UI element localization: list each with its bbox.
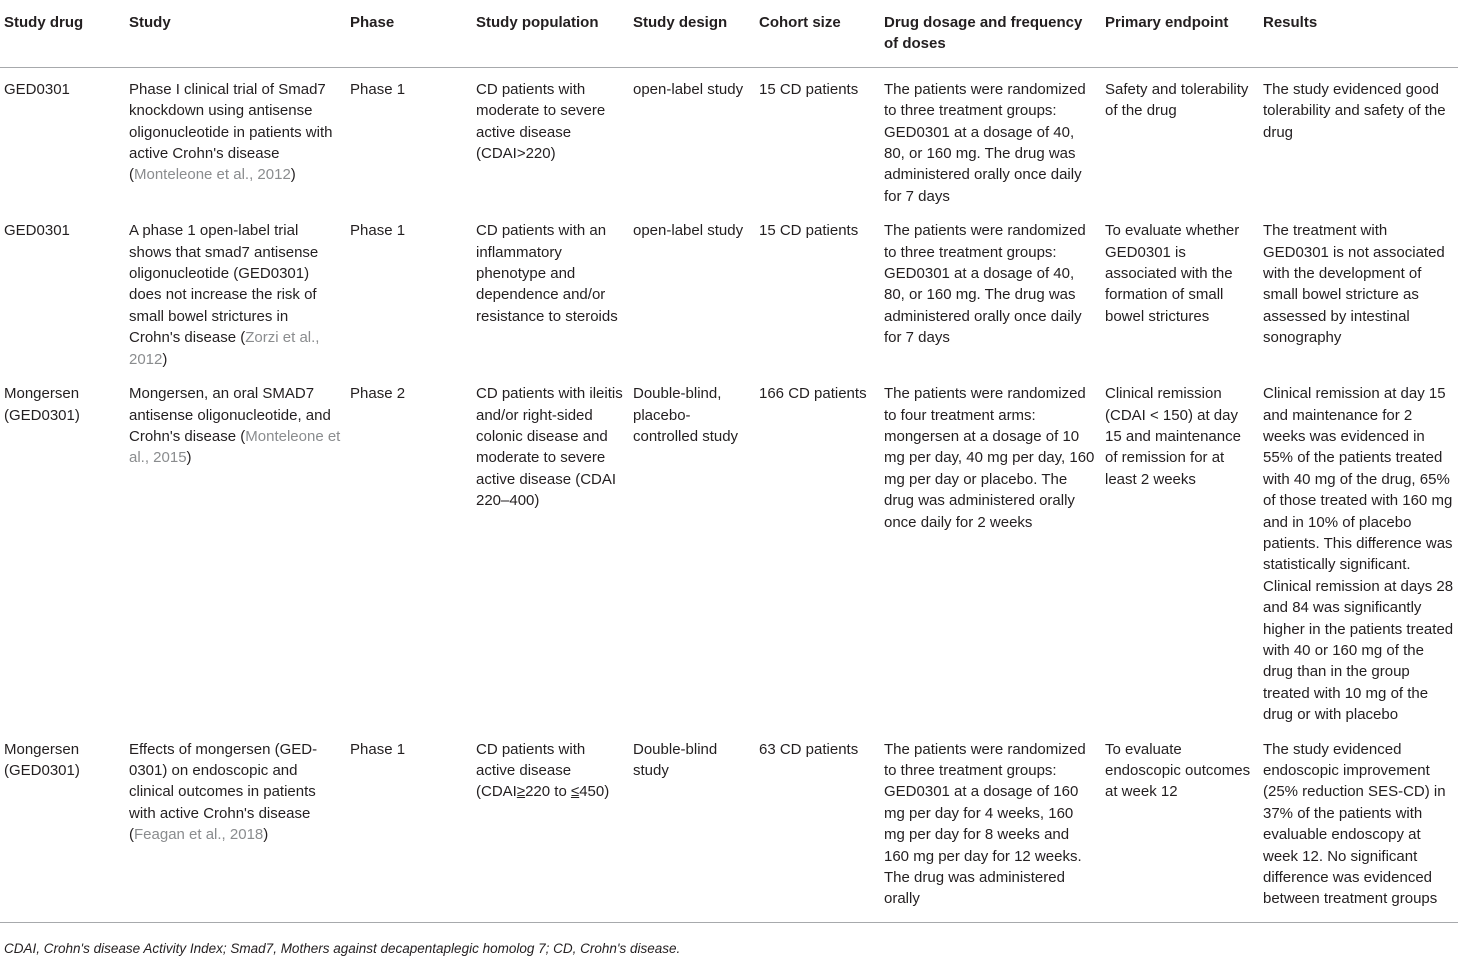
cell-cohort-size: 166 CD patients: [759, 385, 867, 403]
table-header: [0, 0, 1458, 67]
cell-study-population: CD patients with an inflammatory phenotype and dependence and/or resistance to steroids: [476, 222, 618, 325]
cell-results: The treatment with GED0301 is not associated with the development of small bowel stricture as assessed by intestinal sonography: [1263, 222, 1445, 347]
study-title: A phase 1 open-label trial shows that smad7 antisense oligonucleotide (GED0301) does not increase the risk of small bowel strictures in Crohn's disease: [129, 222, 319, 347]
header-study-drug: Study drug: [0, 0, 125, 67]
cell-study-drug: GED0301: [4, 222, 70, 240]
cell-cohort-size: 63 CD patients: [755, 728, 880, 923]
citation-link[interactable]: Zorzi et al., 2012: [129, 329, 320, 368]
cell-results: The study evidenced good tolerability and safety of the drug: [1263, 80, 1446, 141]
header-study-design: Study design: [629, 0, 755, 67]
study-title: Mongersen, an oral SMAD7 antisense oligonucleotide, and Crohn's disease: [129, 385, 331, 445]
cell-primary-endpoint: Safety and tolerability of the drug: [1105, 80, 1249, 120]
table-row: [0, 67, 1458, 209]
study-title: Phase I clinical trial of Smad7 knockdown using antisense oligonucleotide in patients with active Crohn's disease: [129, 80, 333, 163]
cell-primary-endpoint: To evaluate endoscopic outcomes at week 12: [1101, 728, 1259, 923]
cell-study-population: CD patients with ileitis and/or right-sided colonic disease and moderate to severe active disease (CDAI 220–400): [476, 385, 623, 510]
cell-drug-dosage: The patients were randomized to three treatment groups: GED0301 at a dosage of 40, 80, or 160 mg. The drug was administered orally once daily for 7 days: [884, 222, 1086, 347]
cell-study-drug: GED0301: [4, 80, 70, 98]
table-row: [0, 728, 1458, 923]
cell-drug-dosage: The patients were randomized to four treatment arms: mongersen at a dosage of 10 mg per day, 40 mg per day, 160 mg per day or placebo. The drug was administered orally once daily for 2 weeks: [884, 385, 1095, 531]
cell-study-design: Double-blind, placebo-controlled study: [633, 385, 739, 445]
cell-study-design: Double-blind study: [629, 728, 755, 923]
header-cohort-size: Cohort size: [755, 0, 880, 67]
header-study: Study: [125, 0, 346, 67]
table-body: [0, 67, 1458, 922]
cell-cohort-size: 15 CD patients: [759, 80, 859, 98]
header-primary-endpoint: Primary endpoint: [1101, 0, 1259, 67]
table-row: [0, 372, 1458, 728]
population-text: CD patients with active disease (CDAI: [476, 740, 586, 801]
citation-link[interactable]: Monteleone et al., 2015: [129, 427, 341, 467]
cell-cohort-size: 15 CD patients: [759, 222, 859, 240]
cell-study-population: [472, 728, 629, 923]
cell-results: The study evidenced endoscopic improvement (25% reduction SES-CD) in 37% of the patients with evaluable endoscopy at week 12. No significant difference was evidenced between treatment groups: [1259, 728, 1458, 923]
citation-link[interactable]: Monteleone et al., 2012: [134, 166, 291, 184]
header-drug-dosage: Drug dosage and frequency of doses: [880, 0, 1101, 67]
le-symbol: ≤: [570, 783, 580, 801]
cell-study-drug: Mongersen (GED0301): [0, 728, 125, 923]
cell-phase: Phase 1: [350, 222, 406, 240]
table-footnote: CDAI, Crohn's disease Activity Index; Smad7, Mothers against decapentaplegic homolog 7; CD, Crohn's disease.: [4, 941, 681, 956]
cell-primary-endpoint: Clinical remission (CDAI < 150) at day 15 and maintenance of remission for at least 2 weeks: [1105, 385, 1241, 488]
cell-study: Mongersen, an oral SMAD7 antisense oligonucleotide, and Crohn's disease (Monteleone et al., 2015): [129, 385, 341, 467]
header-study-population: Study population: [472, 0, 629, 67]
cell-study-design: open-label study: [633, 80, 744, 98]
cell-phase: Phase 2: [350, 385, 406, 403]
cell-study: Effects of mongersen (GED-0301) on endoscopic and clinical outcomes in patients with active Crohn's disease (Feagan et al., 2018): [125, 728, 346, 923]
citation-link[interactable]: Feagan et al., 2018: [134, 826, 264, 844]
population-text: 220 to: [525, 783, 571, 801]
cell-phase: Phase 1: [350, 80, 406, 98]
header-phase: Phase: [346, 0, 472, 67]
cell-study-population: CD patients with moderate to severe active disease (CDAI>220): [476, 80, 606, 163]
table-row: [0, 209, 1458, 372]
cell-study: A phase 1 open-label trial shows that smad7 antisense oligonucleotide (GED0301) does not increase the risk of small bowel strictures in Crohn's disease (Zorzi et al., 2012): [129, 222, 320, 368]
cell-study-design: open-label study: [633, 222, 744, 240]
cell-study: Phase I clinical trial of Smad7 knockdown using antisense oligonucleotide in patients with active Crohn's disease (Monteleone et al., 2012): [129, 80, 333, 184]
cell-drug-dosage: The patients were randomized to three treatment groups: GED0301 at a dosage of 160 mg per day for 4 weeks, 160 mg per day for 8 weeks and 160 mg per day for 12 weeks. The drug was administered orally: [880, 728, 1101, 923]
ge-symbol: ≥: [516, 783, 526, 801]
cell-primary-endpoint: To evaluate whether GED0301 is associated with the formation of small bowel strictures: [1105, 222, 1240, 325]
header-row: [0, 0, 1458, 67]
cell-drug-dosage: The patients were randomized to three treatment groups: GED0301 at a dosage of 40, 80, or 160 mg. The drug was administered orally once daily for 7 days: [884, 80, 1086, 205]
cell-phase: Phase 1: [346, 728, 472, 923]
population-text: 450): [579, 783, 610, 801]
cell-study-drug: Mongersen (GED0301): [4, 385, 80, 424]
study-title: Effects of mongersen (GED-0301) on endoscopic and clinical outcomes in patients with active Crohn's disease: [129, 740, 318, 822]
cell-results: Clinical remission at day 15 and maintenance for 2 weeks was evidenced in 55% of the patients treated with 40 mg of the drug, 65% of those treated with 160 mg and in 10% of placebo patients. This difference was statistically significant. Clinical remission at days 28 and 84 was significantly higher in the patients treated with 40 or 160 mg of the drug than in the group treated with 10 mg of the drug or with placebo: [1263, 385, 1454, 724]
header-results: Results: [1259, 0, 1458, 67]
